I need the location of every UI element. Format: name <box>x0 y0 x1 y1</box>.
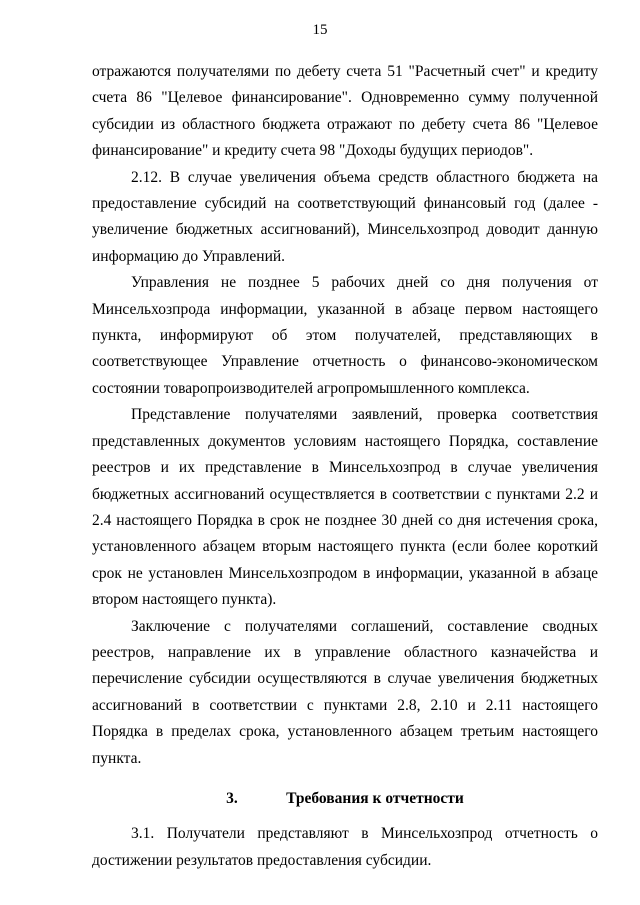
paragraph-2-12: 2.12. В случае увеличения объема средств областного бюджета на предоставление субсидий на соответствующий финансовый год (далее - увеличение бюджетных ассигнований), Минсельхозпрод доводит данную информацию до Управлений. <box>92 168 598 265</box>
paragraph-continuation: отражаются получателями по дебету счета 51 "Расчетный счет" и кредиту счета 86 "Целевое финансирование". Одновременно сумму полученной субсидии из областного бюджета отражают по дебету счета 86 "Целевое финансирование" и кредиту счета 98 "Доходы будущих периодов". <box>92 63 598 160</box>
paragraph-predstavlenie: Представление получателями заявлений, проверка соответствия представленных документов условиям настоящего Порядка, составление реестров и их представление в Минсельхозпрод в случае увеличения бюджетных ассигнований осуществляется в соответствии с пунктами 2.2 и 2.4 настоящего Порядка в срок не позднее 30 дней со дня истечения срока, установленного абзацем вторым настоящего пункта (если более короткий срок не установлен Минсельхозпродом в информации, указанной в абзаце втором настоящего пункта). <box>92 406 598 609</box>
paragraph-upravleniya: Управления не позднее 5 рабочих дней со дня получения от Минсельхозпрода информации, указанной в абзаце первом настоящего пункта, информируют об этом получателей, представляющих в соответствующее Управление отчетность о финансово-экономическом состоянии товаропроизводителей агропромышленного комплекса. <box>92 274 598 397</box>
document-body <box>92 59 598 874</box>
section-number: 3. <box>226 789 238 807</box>
page-number: 15 <box>312 22 328 38</box>
paragraph-3-1: 3.1. Получатели представляют в Минсельхозпрод отчетность о достижении результатов предоставления субсидии. <box>92 825 598 869</box>
section-heading <box>92 786 598 812</box>
section-title: Требования к отчетности <box>286 789 464 807</box>
paragraph-zaklyuchenie: Заключение с получателями соглашений, составление сводных реестров, направление их в управление областного казначейства и перечисление субсидии осуществляются в случае увеличения бюджетных ассигнований в соответствии с пунктами 2.8, 2.10 и 2.11 настоящего Порядка в пределах срока, установленного абзацем третьим настоящего пункта. <box>92 617 598 767</box>
